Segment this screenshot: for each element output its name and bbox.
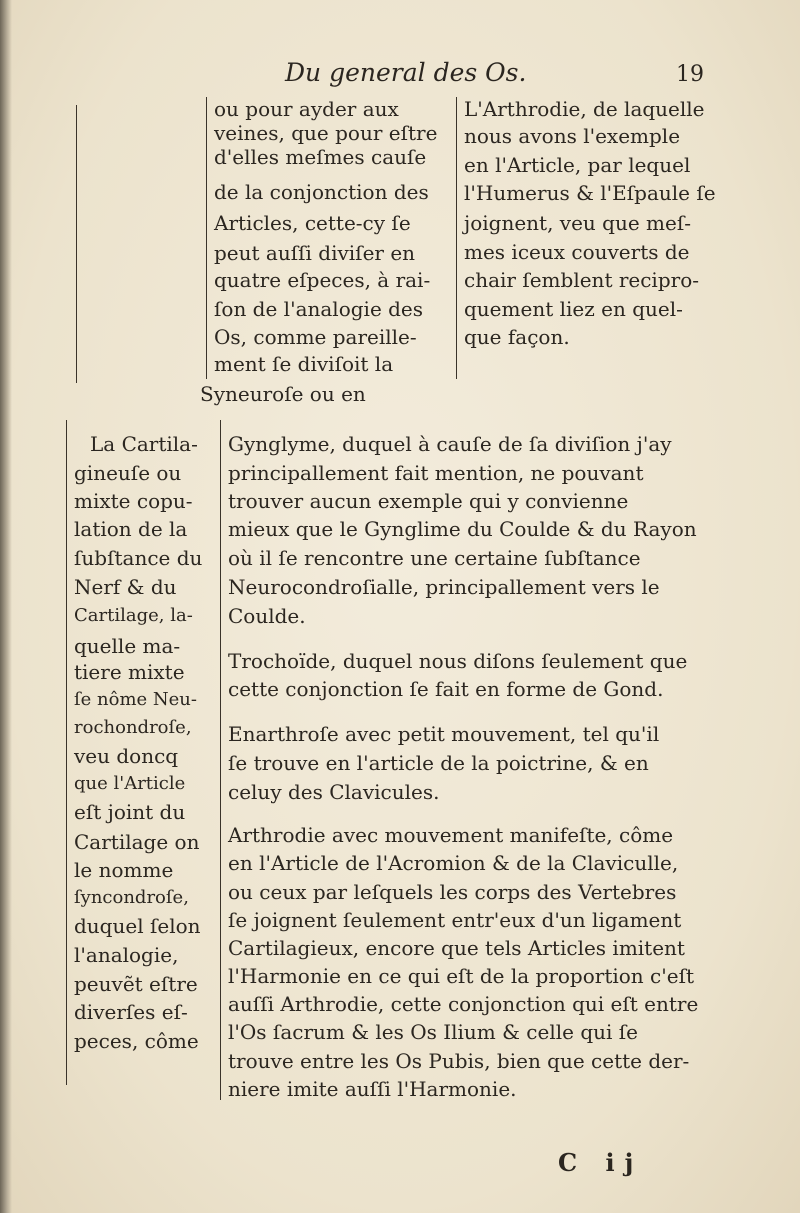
text-line: ſon de l'analogie des <box>214 297 424 321</box>
text-line: en l'Article, par lequel <box>464 153 691 177</box>
side-note-line: que l'Article <box>74 773 186 794</box>
text-line: l'Humerus & l'Eſpaule ſe <box>464 181 716 205</box>
side-note-line: gineuſe ou <box>74 461 182 485</box>
side-note-line: Cartilage, la- <box>74 605 193 626</box>
side-note-line: La Cartila- <box>90 432 198 456</box>
text-line: que façon. <box>464 325 570 349</box>
side-note-line: mixte copu- <box>74 489 193 513</box>
text-line: ſe trouve en l'article de la poictrine, & en <box>228 751 649 775</box>
text-line: l'Harmonie en ce qui eſt de la proportion c'eſt <box>228 964 695 988</box>
text-line: ſe joignent ſeulement entr'eux d'un ligament <box>228 908 682 932</box>
text-line: Trochoïde, duquel nous diſons ſeulement que <box>228 649 688 673</box>
text-line: nous avons l'exemple <box>464 124 681 148</box>
text-line: mes iceux couverts de <box>464 240 690 264</box>
side-note-left-rule <box>66 420 67 1085</box>
side-note-line: l'analogie, <box>74 943 179 967</box>
side-note-line: ſe nôme Neu- <box>74 689 197 710</box>
side-note-line: ſyncondroſe, <box>74 887 189 908</box>
text-line: quatre eſpeces, à rai- <box>214 268 431 292</box>
side-note-line: Nerf & du <box>74 575 177 599</box>
text-line: auſſi Arthrodie, cette conjonction qui eſt entre <box>228 992 699 1016</box>
outer-left-bracket-rule <box>76 105 77 383</box>
text-line: Arthrodie avec mouvement manifeſte, côme <box>228 823 674 847</box>
side-note-line: tiere mixte <box>74 660 185 684</box>
signature-mark: C ij <box>558 1148 644 1177</box>
side-note-line: lation de la <box>74 517 188 541</box>
text-line: niere imite auſſi l'Harmonie. <box>228 1077 517 1101</box>
text-line: ment ſe diviſoit la <box>214 352 394 376</box>
text-line: Enarthroſe avec petit mouvement, tel qu'il <box>228 722 660 746</box>
text-line: mieux que le Gynglime du Coulde & du Rayon <box>228 517 697 541</box>
text-line: d'elles meſmes cauſe <box>214 145 427 169</box>
side-note-line: peces, côme <box>74 1029 199 1053</box>
text-line: L'Arthrodie, de laquelle <box>464 97 705 121</box>
text-line: joignent, veu que meſ- <box>464 211 692 235</box>
text-line: Coulde. <box>228 604 306 628</box>
text-line: trouve entre les Os Pubis, bien que cette der- <box>228 1049 690 1073</box>
side-note-line: peuvẽt eſtre <box>74 972 198 996</box>
text-line: l'Os ſacrum & les Os Ilium & celle qui ſe <box>228 1020 638 1044</box>
side-note-line: ſubſtance du <box>74 546 203 570</box>
top-middle-column-rule <box>456 97 457 379</box>
side-note-line: veu doncq <box>74 744 179 768</box>
side-note-line: rochondroſe, <box>74 717 192 738</box>
text-line: ou ceux par leſquels les corps des Vertebres <box>228 880 677 904</box>
side-note-line: duquel ſelon <box>74 914 201 938</box>
text-line: Cartilagieux, encore que tels Articles imitent <box>228 936 685 960</box>
text-line: cette conjonction ſe fait en forme de Gond. <box>228 677 664 701</box>
text-line: principallement fait mention, ne pouvant <box>228 461 644 485</box>
text-line: Os, comme pareille- <box>214 325 417 349</box>
text-line: trouver aucun exemple qui y convienne <box>228 489 629 513</box>
text-line: Gynglyme, duquel à cauſe de ſa diviſion j'ay <box>228 432 672 456</box>
text-line: peut auſſi diviſer en <box>214 241 416 265</box>
main-paragraph-rule <box>220 420 221 1100</box>
text-line: chair ſemblent recipro- <box>464 268 699 292</box>
text-line: où il ſe rencontre une certaine ſubſtance <box>228 546 641 570</box>
side-note-line: Cartilage on <box>74 830 200 854</box>
book-spine-shadow <box>0 0 12 1213</box>
page-header <box>0 58 800 98</box>
running-title: Du general des Os. <box>285 58 527 87</box>
text-line: de la conjonction des <box>214 180 429 204</box>
text-line: Syneuroſe ou en <box>200 382 366 406</box>
text-line: celuy des Clavicules. <box>228 780 440 804</box>
text-line: Articles, cette-cy ſe <box>214 211 411 235</box>
top-left-column-rule <box>206 97 207 379</box>
page-number: 19 <box>676 62 704 87</box>
side-note-line: le nomme <box>74 858 174 882</box>
side-note-line: eſt joint du <box>74 800 186 824</box>
side-note-line: quelle ma- <box>74 634 181 658</box>
side-note-line: diverſes eſ- <box>74 1000 188 1024</box>
text-line: quement liez en quel- <box>464 297 683 321</box>
text-line: en l'Article de l'Acromion & de la Claviculle, <box>228 851 679 875</box>
text-line: ou pour ayder aux <box>214 97 399 121</box>
text-line: veines, que pour eſtre <box>214 121 438 145</box>
text-line: Neurocondroſialle, principallement vers le <box>228 575 660 599</box>
